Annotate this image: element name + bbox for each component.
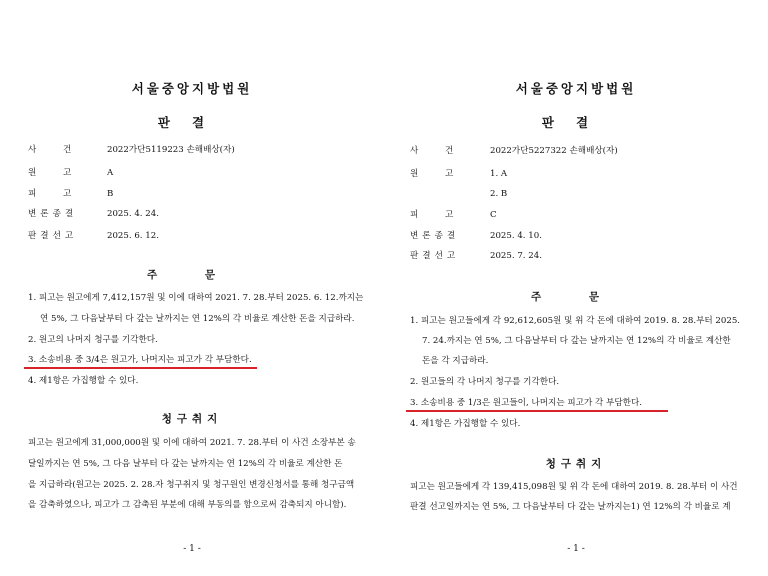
meta-value: 2025. 4. 10. xyxy=(490,231,542,241)
meta-label: 사 건 xyxy=(28,145,84,155)
meta-label: 사 건 xyxy=(410,146,466,156)
meta-label: 원 고 xyxy=(28,168,84,178)
meta-value: 2022가단5227322 손해배상(자) xyxy=(490,146,618,156)
meta-label: 변론종결 xyxy=(410,231,460,241)
meta-label: 판결선고 xyxy=(28,231,78,241)
claim-line: 달일까지는 연 5%, 그 다음 날부터 다 갚는 날까지는 연 12%의 각 비율로 계산한 돈 xyxy=(28,459,343,469)
page-number: - 1 - xyxy=(567,544,585,554)
meta-value: C xyxy=(490,210,497,220)
order-line: 1. 피고는 원고들에게 각 92,612,605원 및 위 각 돈에 대하여 2019. 8. 28.부터 2025. xyxy=(410,316,741,326)
document-type: 판결 xyxy=(157,115,227,130)
order-line: 연 5%, 그 다음날부터 다 갚는 날까지는 연 12%의 각 비율로 계산한 돈을 지급하라. xyxy=(40,314,355,324)
order-line-highlighted: 3. 소송비용 중 1/3은 원고들이, 나머지는 피고가 각 부담한다. xyxy=(410,398,642,408)
claim-line: 피고는 원고들에게 각 139,415,098원 및 위 각 돈에 대하여 2019. 8. 28.부터 이 사건 xyxy=(410,482,738,492)
order-line: 4. 제1항은 가집행할 수 있다. xyxy=(28,376,139,386)
meta-value: 2. B xyxy=(490,189,508,199)
judgment-page-right xyxy=(384,0,768,576)
order-line: 2. 원고의 나머지 청구를 기각한다. xyxy=(28,335,158,345)
meta-label: 판결선고 xyxy=(410,251,460,261)
meta-label: 변론종결 xyxy=(28,209,78,219)
document-type: 판결 xyxy=(541,115,611,130)
meta-value: 2025. 4. 24. xyxy=(107,209,159,219)
order-line: 7. 24.까지는 연 5%, 그 다음날부터 다 갚는 날까지는 연 12%의 각 비율로 계산한 xyxy=(422,336,731,346)
order-heading: 주 문 xyxy=(531,291,621,303)
red-underline xyxy=(406,410,668,412)
claim-line: 을 감축하였으나, 피고가 그 감축된 부분에 대해 부동의를 함으로써 감축되지 아니함). xyxy=(28,500,347,510)
meta-value: 1. A xyxy=(490,169,508,179)
claim-line: 판결 선고일까지는 연 5%, 그 다음날부터 다 갚는 날까지는1) 연 12%의 각 비율로 계 xyxy=(410,502,731,512)
order-line: 2. 원고들의 각 나머지 청구를 기각한다. xyxy=(410,377,560,387)
order-line: 돈을 각 지급하라. xyxy=(422,356,489,366)
claim-heading: 청구취지 xyxy=(161,413,223,425)
court-name: 서울중앙지방법원 xyxy=(131,81,253,96)
meta-value: 2025. 6. 12. xyxy=(107,231,159,241)
claim-heading: 청구취지 xyxy=(545,458,607,470)
meta-label: 피 고 xyxy=(28,189,84,199)
order-heading: 주 문 xyxy=(147,269,237,281)
meta-value: 2025. 7. 24. xyxy=(490,251,542,261)
meta-label: 피 고 xyxy=(410,210,466,220)
court-name: 서울중앙지방법원 xyxy=(515,81,637,96)
order-line-highlighted: 3. 소송비용 중 3/4은 원고가, 나머지는 피고가 각 부담한다. xyxy=(28,355,252,365)
page-number: - 1 - xyxy=(183,544,201,554)
meta-value: B xyxy=(107,189,114,199)
meta-value: A xyxy=(107,168,114,178)
meta-label: 원 고 xyxy=(410,169,466,179)
red-underline xyxy=(24,367,257,369)
meta-value: 2022가단5119223 손해배상(자) xyxy=(107,145,235,155)
claim-line: 피고는 원고에게 31,000,000원 및 이에 대하여 2021. 7. 28.부터 이 사건 소장부본 송 xyxy=(28,438,356,448)
order-line: 4. 제1항은 가집행할 수 있다. xyxy=(410,419,521,429)
claim-line: 을 지급하라(원고는 2025. 2. 28.자 청구취지 및 청구원인 변경신청서를 통해 청구금액 xyxy=(28,480,355,490)
order-line: 1. 피고는 원고에게 7,412,157원 및 이에 대하여 2021. 7. 28.부터 2025. 6. 12.까지는 xyxy=(28,293,364,303)
